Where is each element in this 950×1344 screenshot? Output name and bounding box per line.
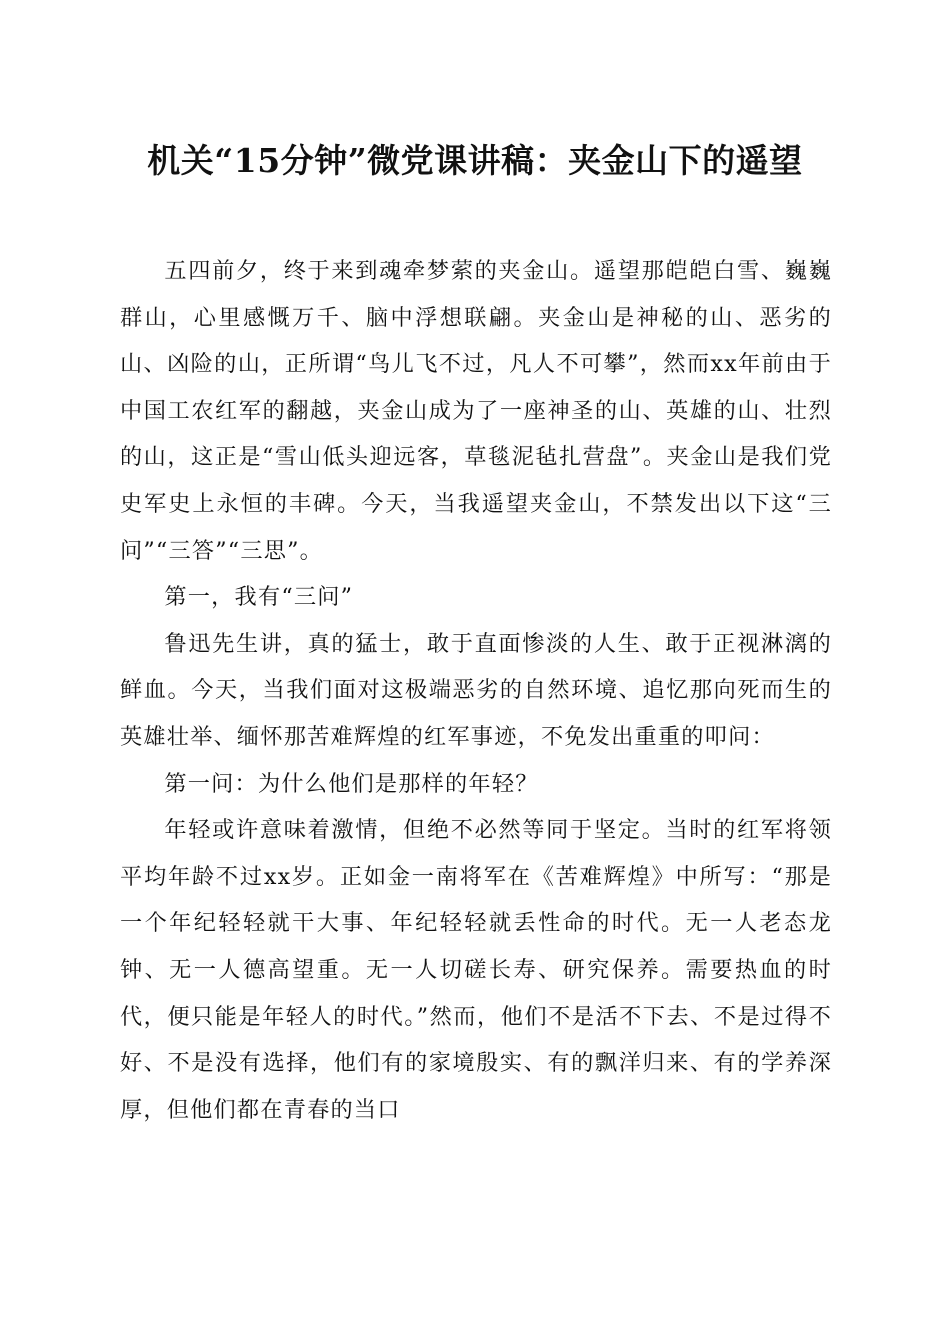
section-heading-first: 第一，我有“三问”: [164, 584, 354, 611]
document-title: 机关“15分钟”微党课讲稿：夹金山下的遥望: [147, 141, 803, 180]
question-heading-first: 第一问：为什么他们是那样的年轻？: [164, 770, 539, 797]
document-body: [120, 248, 832, 1133]
paragraph-intro: 五四前夕，终于来到魂牵梦萦的夹金山。遥望那皑皑白雪、巍巍群山，心里感慨万千、脑中浮想联翩。夹金山是神秘的山、恶劣的山、凶险的山，正所谓“鸟儿飞不过，凡人不可攀”，然而xx年前由于中国工农红军的翻越，夹金山成为了一座神圣的山、英雄的山、壮烈的山，这正是“雪山低头迎远客，草毯泥毡扎营盘”。夹金山是我们党史军史上永恒的丰碑。今天，当我遥望夹金山，不禁发出以下这“三问”“三答”“三思”。: [120, 258, 832, 564]
paragraph-luxun: 鲁迅先生讲，真的猛士，敢于直面惨淡的人生、敢于正视淋漓的鲜血。今天，当我们面对这极端恶劣的自然环境、追忆那向死而生的英雄壮举、缅怀那苦难辉煌的红军事迹，不免发出重重的叩问：: [120, 630, 832, 750]
paragraph-youth: 年轻或许意味着激情，但绝不必然等同于坚定。当时的红军将领平均年龄不过xx岁。正如金一南将军在《苦难辉煌》中所写：“那是一个年纪轻轻就干大事、年纪轻轻就丢性命的时代。无一人老态龙钟、无一人德高望重。无一人切磋长寿、研究保养。需要热血的时代，便只能是年轻人的时代。”然而，他们不是活不下去、不是过得不好、不是没有选择，他们有的家境殷实、有的飘洋归来、有的学养深厚，但他们都在青春的当口: [120, 817, 832, 1123]
